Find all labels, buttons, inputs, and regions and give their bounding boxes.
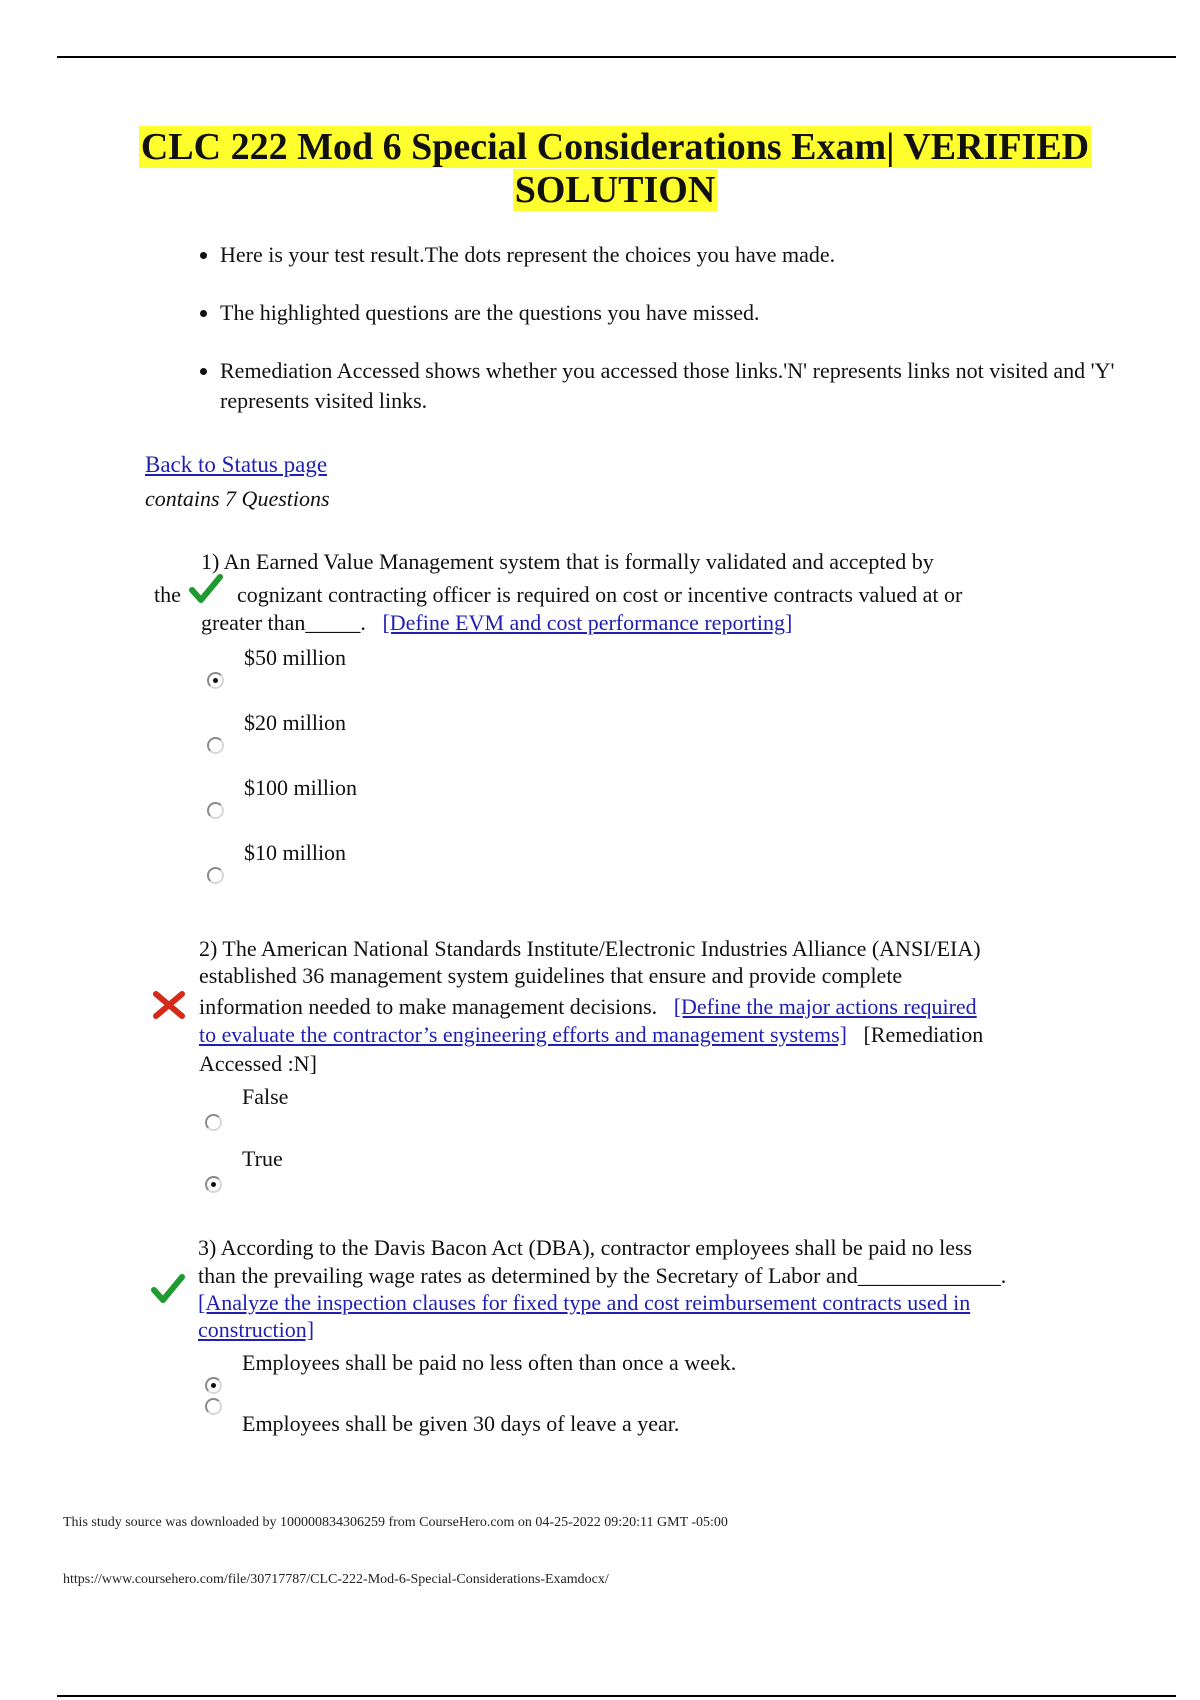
question-1-line3: [201, 609, 792, 637]
back-to-status-link[interactable]: Back to Status page: [145, 452, 328, 477]
question-2-line1: 2) The American National Standards Institute/Electronic Industries Alliance (ANSI/EIA): [199, 936, 981, 961]
list-item: • Here is your test result.The dots represent the choices you have made.: [220, 240, 1120, 270]
page-title: CLC 222 Mod 6 Special Considerations Exam| VERIFIED SOLUTION: [140, 126, 1090, 211]
q1-option-label: $20 million: [244, 710, 347, 735]
q2-option-radio[interactable]: [205, 1114, 222, 1131]
incorrect-x-icon: [152, 990, 186, 1020]
q1-option-label: $10 million: [244, 840, 347, 865]
q1-option-label: $50 million: [244, 645, 347, 670]
question-3-topic-link-cont[interactable]: construction]: [198, 1317, 315, 1342]
question-3-line4: [198, 1316, 314, 1344]
question-2-topic-link-cont[interactable]: to evaluate the contractor’s engineering efforts and management systems]: [199, 1022, 847, 1047]
list-item: • Remediation Accessed shows whether you accessed those links.'N' represents links not visited and 'Y' represents visited links.: [220, 356, 1120, 416]
question-3-line3: [198, 1289, 970, 1317]
q3-option-radio[interactable]: [205, 1377, 222, 1394]
question-2-topic-link[interactable]: [Define the major actions required: [673, 994, 977, 1019]
question-count: contains 7 Questions: [145, 486, 330, 511]
question-1-blank-text: greater than_____.: [201, 610, 366, 635]
q2-option-label: True: [242, 1146, 283, 1171]
q3-option-label: Employees shall be given 30 days of leave a year.: [242, 1411, 680, 1436]
list-item: • The highlighted questions are the questions you have missed.: [220, 298, 1120, 328]
question-3-line1: 3) According to the Davis Bacon Act (DBA), contractor employees shall be paid no less: [198, 1235, 973, 1260]
question-2-line2: established 36 management system guidelines that ensure and provide complete: [199, 963, 903, 988]
question-1-line2: cognizant contracting officer is required on cost or incentive contracts valued at or: [237, 582, 963, 607]
question-1-prefix: the: [154, 582, 181, 607]
correct-check-icon: [151, 1274, 185, 1304]
question-2-line4: [199, 1021, 983, 1049]
question-2-line3: [199, 993, 977, 1021]
question-1-line1: 1) An Earned Value Management system that is formally validated and accepted by: [201, 549, 934, 574]
q1-option-radio[interactable]: [207, 802, 224, 819]
q3-option-label: Employees shall be paid no less often than once a week.: [242, 1350, 737, 1375]
top-rule: [57, 56, 1176, 58]
bottom-rule: [57, 1695, 1176, 1697]
question-3-line2: than the prevailing wage rates as determined by the Secretary of Labor and_____________.: [198, 1263, 1007, 1288]
question-3-topic-link[interactable]: [Analyze the inspection clauses for fixed type and cost reimbursement contracts used in: [198, 1290, 971, 1315]
question-1-topic-link[interactable]: [Define EVM and cost performance reporting]: [382, 610, 793, 635]
q1-option-radio[interactable]: [207, 737, 224, 754]
download-note: This study source was downloaded by 100000834306259 from CourseHero.com on 04-25-2022 09:20:11 GMT -05:00: [63, 1515, 728, 1530]
q2-option-label: False: [242, 1084, 289, 1109]
remediation-status-cont: Accessed :N]: [199, 1051, 317, 1076]
source-url: https://www.coursehero.com/file/30717787/CLC-222-Mod-6-Special-Considerations-Examdocx/: [63, 1572, 609, 1587]
q3-option-radio[interactable]: [205, 1398, 222, 1415]
remediation-status: [Remediation: [863, 1022, 984, 1047]
q1-option-radio[interactable]: [207, 672, 224, 689]
instructions-list: [170, 240, 1120, 444]
correct-check-icon: [189, 574, 223, 604]
q2-option-radio[interactable]: [205, 1176, 222, 1193]
q1-option-radio[interactable]: [207, 867, 224, 884]
q1-option-label: $100 million: [244, 775, 358, 800]
question-2-text: information needed to make management decisions.: [199, 994, 658, 1019]
